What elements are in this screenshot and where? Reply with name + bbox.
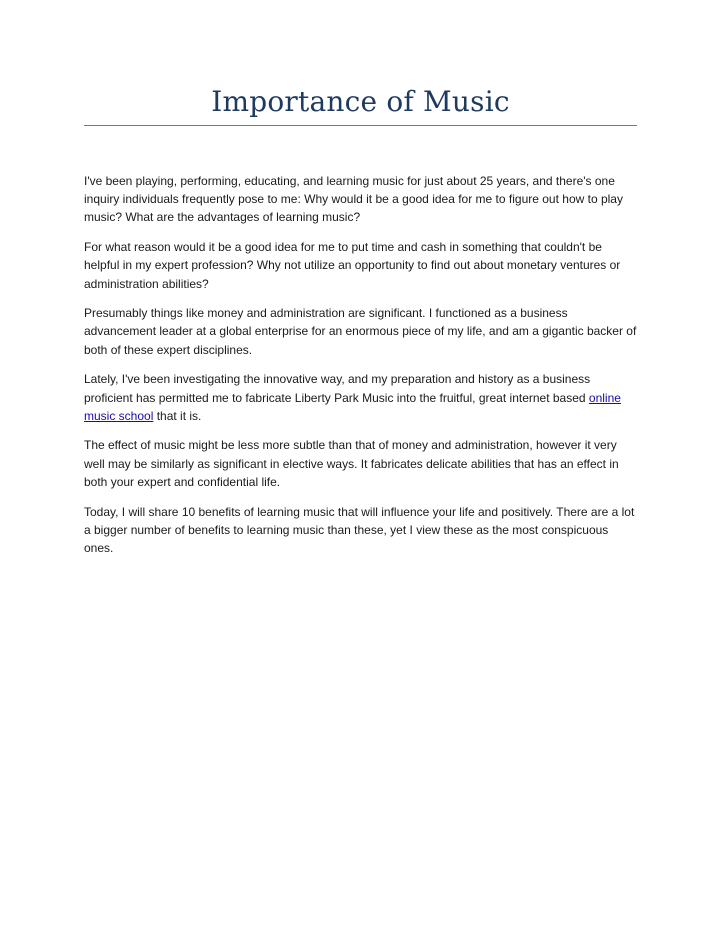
paragraph-2: For what reason would it be a good idea for me to put time and cash in something that couldn't be helpful in my expert profession? Why not utilize an opportunity to find out about monetary ventures or administration abilities?	[84, 240, 621, 291]
paragraph-4-text-after-link: that it is.	[153, 408, 202, 423]
paragraph-3: Presumably things like money and administration are significant. I functioned as a business advancement leader at a global enterprise for an enormous piece of my life, and am a gigantic backer of both of these expert disciplines.	[84, 306, 637, 357]
paragraph-4-text-before-link: Lately, I've been investigating the innovative way, and my preparation and history as a business proficient has permitted me to fabricate Liberty Park Music into the fruitful, great internet based	[84, 372, 591, 405]
paragraph-6: Today, I will share 10 benefits of learning music that will influence your life and positively. There are a lot a bigger number of benefits to learning music than these, yet I view these as the most conspicuous ones.	[84, 504, 635, 555]
document-body	[84, 172, 637, 569]
document-title: Importance of Music	[211, 85, 510, 118]
online-music-school-link[interactable]: online music school	[84, 390, 621, 423]
title-underline-rule	[84, 125, 637, 126]
paragraph-1: I've been playing, performing, educating, and learning music for just about 25 years, and there's one inquiry individuals frequently pose to me: Why would it be a good idea for me to figure out how to play music? What are the advantages of learning music?	[84, 174, 623, 225]
paragraph-5: The effect of music might be less more subtle than that of money and administration, however it very well may be similarly as significant in elective ways. It fabricates delicate abilities that has an effect in both your expert and confidential life.	[84, 438, 619, 489]
paragraph-4	[84, 370, 637, 425]
